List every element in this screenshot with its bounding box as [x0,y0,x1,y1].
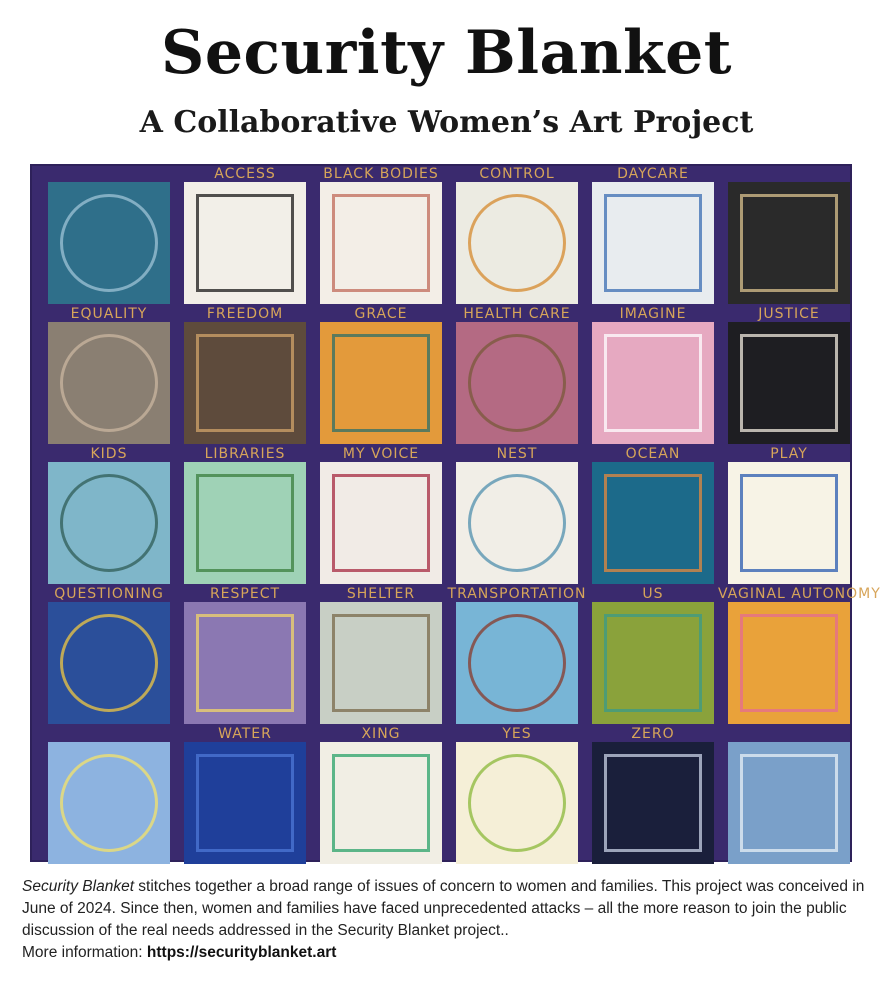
quilt-block-label: XING [361,726,401,742]
quilt-block-label: MY VOICE [342,446,420,462]
quilt-block-label: QUESTIONING [54,586,164,602]
quilt-block-label: ACCESS [214,166,276,182]
block-pattern [196,194,294,292]
quilt-block [456,602,578,724]
quilt-block [592,742,714,864]
quilt-block [592,602,714,724]
quilt-block [320,462,442,584]
quilt-block [456,322,578,444]
quilt-block [728,182,850,304]
caption-body: stitches together a broad range of issues of concern to women and families. This project was conceived in June of 2024. Since then, women and families have faced unprecedented attacks – all the more reason to join the public discussion of the real needs addressed in the Security Blanket project.. [22,878,865,939]
block-pattern [60,754,158,852]
block-pattern [332,614,430,712]
quilt-block [48,602,170,724]
block-pattern [604,194,702,292]
block-pattern [740,194,838,292]
quilt-block-label: PLAY [770,446,808,462]
page-subtitle: A Collaborative Women’s Art Project [139,105,754,140]
quilt-block [592,462,714,584]
block-pattern [332,194,430,292]
block-pattern [196,614,294,712]
quilt-block-label: WATER [218,726,272,742]
quilt-block [592,182,714,304]
block-pattern [196,474,294,572]
quilt-block [456,742,578,864]
block-pattern [468,614,566,712]
caption-lead: Security Blanket [22,878,134,895]
quilt-block [320,602,442,724]
quilt-block-label: TRANSPORTATION [447,586,587,602]
block-pattern [740,614,838,712]
quilt-block [48,462,170,584]
quilt-block-label: IMAGINE [619,306,687,322]
block-pattern [332,754,430,852]
block-pattern [740,334,838,432]
quilt-block [456,182,578,304]
quilt-block-label: ZERO [631,726,675,742]
website-link[interactable]: https://securityblanket.art [146,944,337,961]
quilt-block [184,462,306,584]
quilt-block-label: KIDS [90,446,128,462]
quilt-block-label: GRACE [354,306,408,322]
block-pattern [604,614,702,712]
quilt-block-label: LIBRARIES [204,446,286,462]
block-pattern [60,334,158,432]
quilt-block-label: CONTROL [479,166,555,182]
block-pattern [604,334,702,432]
page-title: Security Blanket [161,18,732,88]
quilt-block-label: EQUALITY [70,306,148,322]
block-pattern [196,334,294,432]
block-pattern [60,614,158,712]
caption [22,876,872,964]
quilt-block-label: SHELTER [346,586,416,602]
block-pattern [332,334,430,432]
block-pattern [740,754,838,852]
block-pattern [332,474,430,572]
quilt-block [48,322,170,444]
quilt-block [184,182,306,304]
block-pattern [740,474,838,572]
block-pattern [196,754,294,852]
quilt-block-label: FREEDOM [206,306,284,322]
block-pattern [60,474,158,572]
quilt-block [184,602,306,724]
quilt-block [320,182,442,304]
quilt-block-label: BLACK BODIES [323,166,439,182]
quilt-block-label: DAYCARE [617,166,689,182]
quilt-block [184,742,306,864]
block-pattern [468,194,566,292]
quilt-block-label: VAGINAL AUTONOMY [718,586,881,602]
quilt-block [184,322,306,444]
quilt-block [320,322,442,444]
quilt-block-label: YES [502,726,532,742]
quilt-block [592,322,714,444]
quilt-block [456,462,578,584]
quilt-block [728,322,850,444]
quilt-block [48,742,170,864]
quilt-block [728,602,850,724]
quilt-block-label: OCEAN [625,446,681,462]
block-pattern [468,754,566,852]
quilt-block-label: RESPECT [209,586,281,602]
quilt-image [30,164,881,862]
quilt-block [48,182,170,304]
block-pattern [604,754,702,852]
quilt-block-label: JUSTICE [758,306,820,322]
quilt-block [320,742,442,864]
block-pattern [468,334,566,432]
quilt-block-label: US [642,586,664,602]
quilt-block-label: HEALTH CARE [463,306,571,322]
block-pattern [60,194,158,292]
quilt-block-label: NEST [496,446,538,462]
quilt-block [728,462,850,584]
block-pattern [468,474,566,572]
quilt-block [728,742,850,864]
more-info-label: More information: [22,944,147,961]
block-pattern [604,474,702,572]
